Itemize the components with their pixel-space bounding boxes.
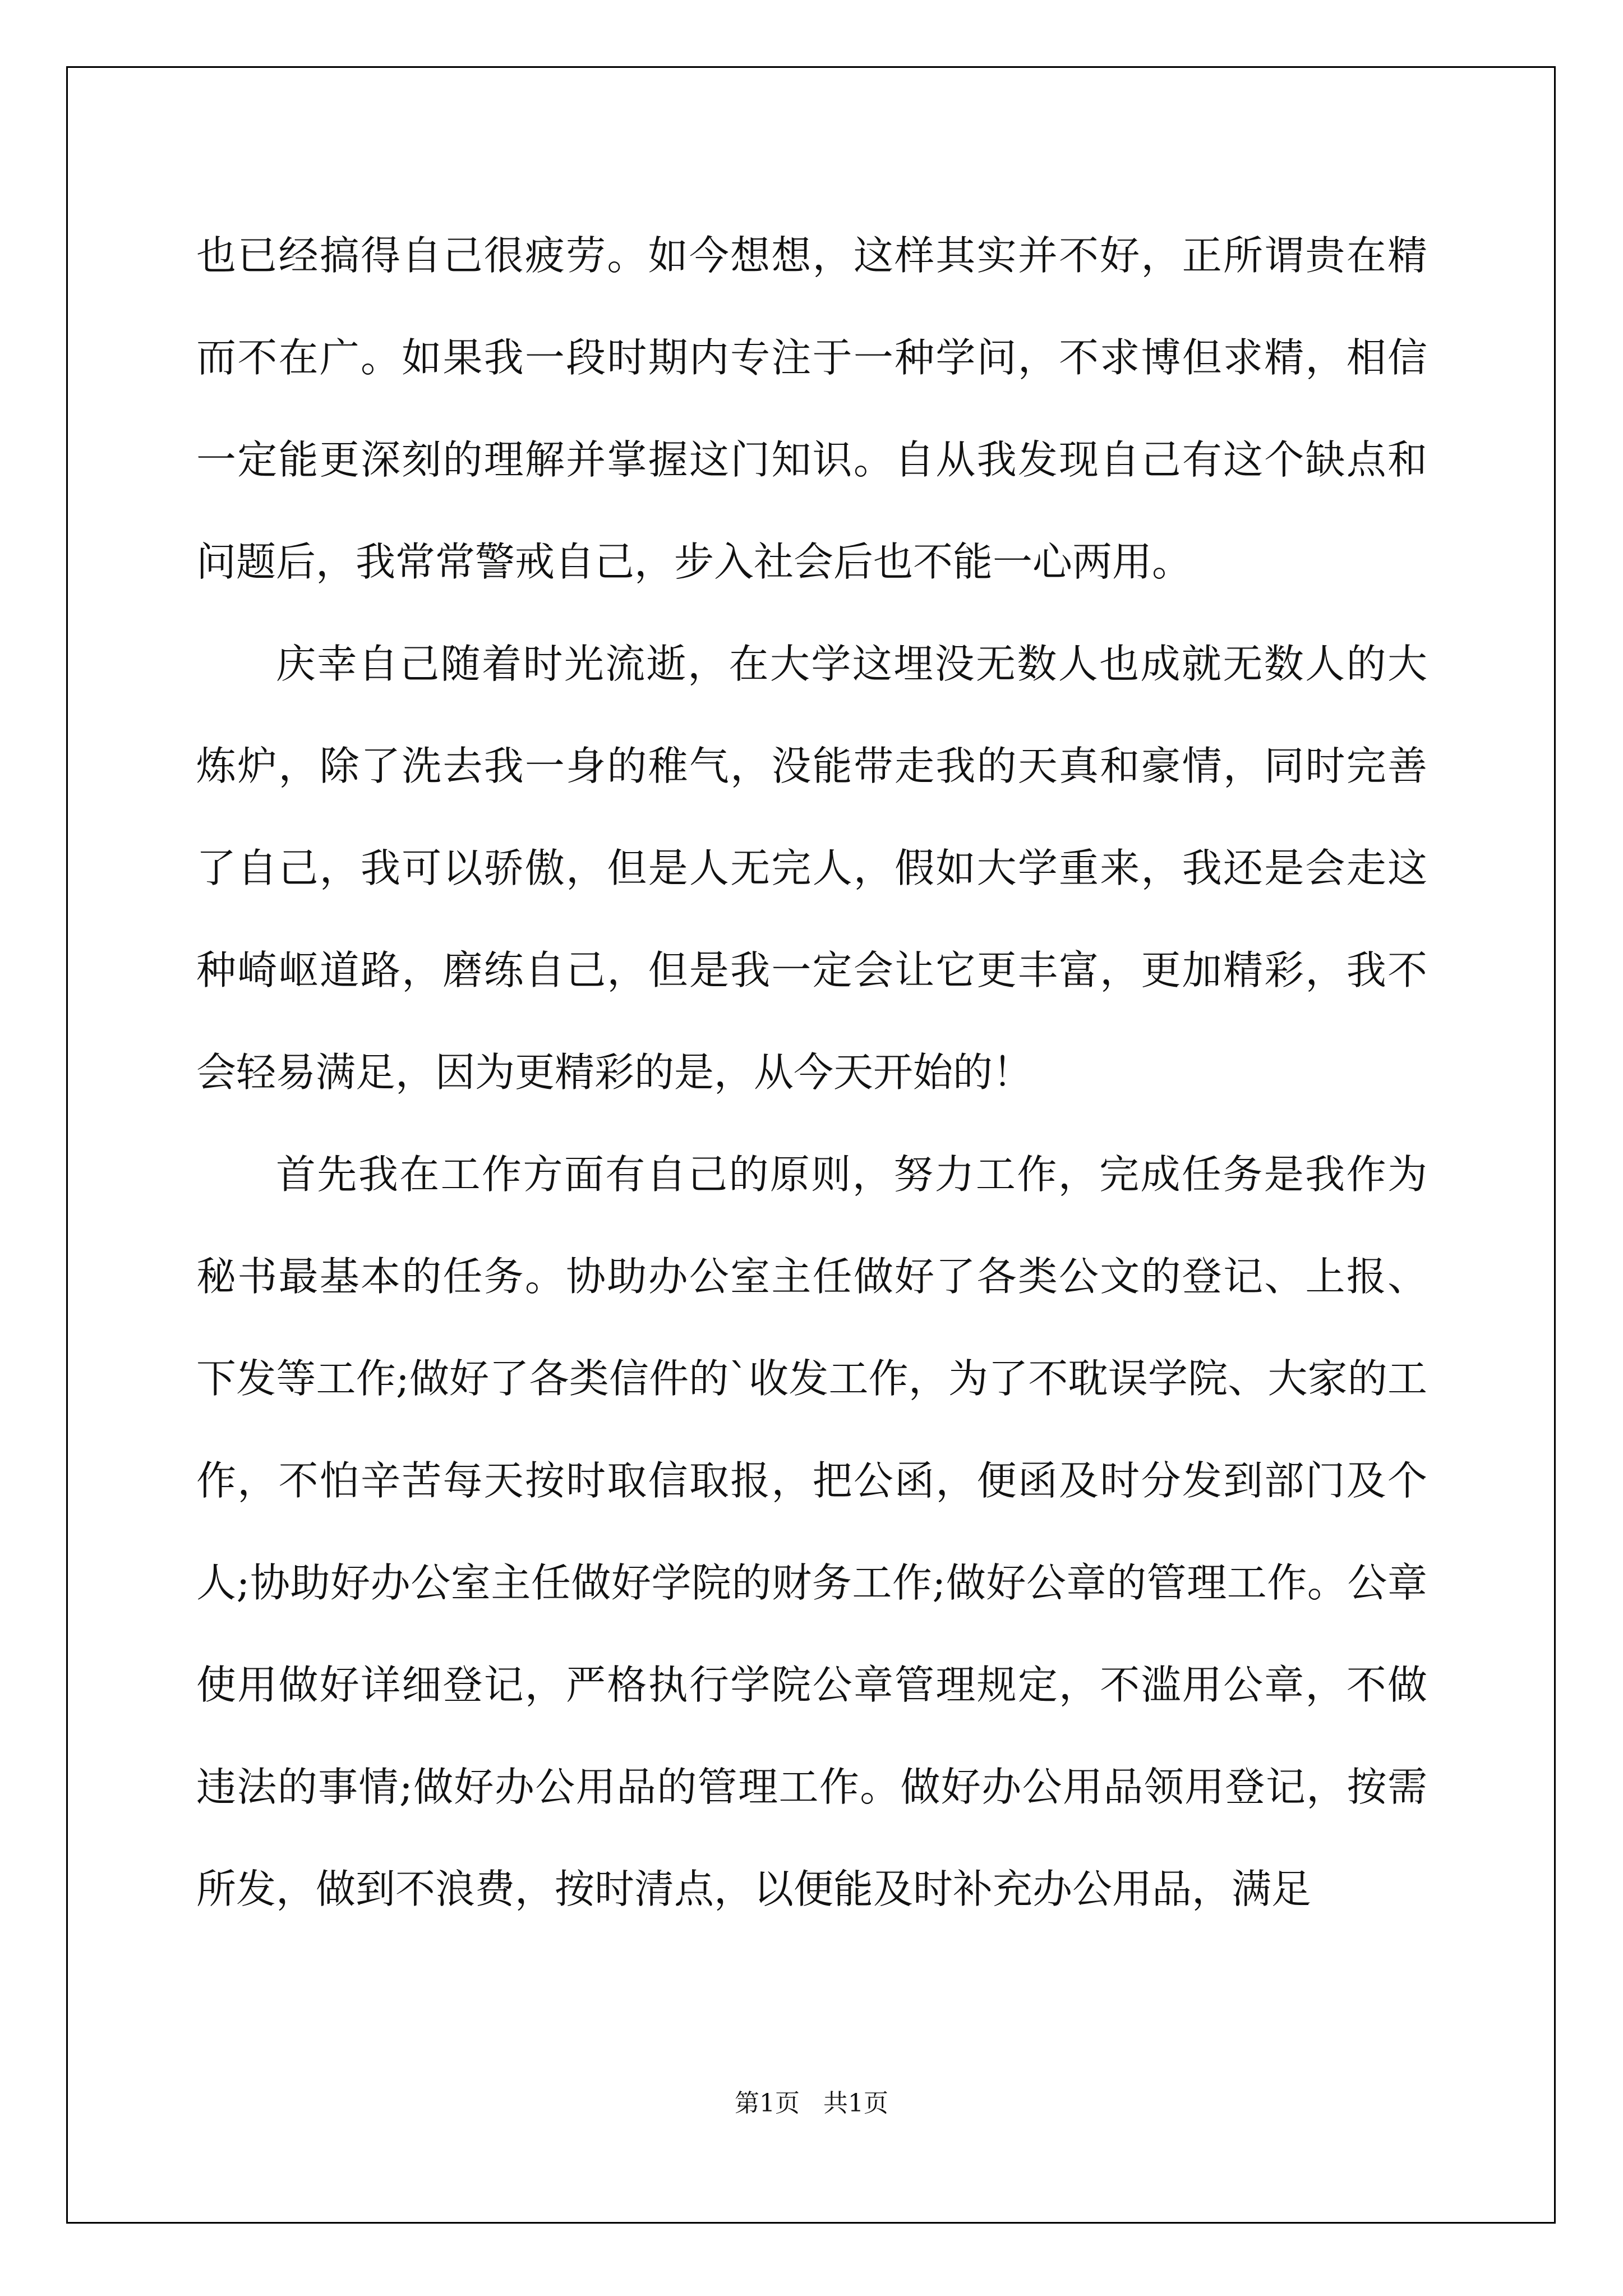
document-body (196, 205, 1427, 1940)
paragraph-3: 首先我在工作方面有自己的原则，努力工作，完成任务是我作为秘书最基本的任务。协助办公室主任做好了各类公文的登记、上报、下发等工作;做好了各类信件的`收发工作，为了不耽误学院、大家的工作，不怕辛苦每天按时取信取报，把公函，便函及时分发到部门及个人;协助好办公室主任做好学院的财务工作;做好公章的管理工作。公章使用做好详细登记，严格执行学院公章管理规定，不滥用公章，不做违法的事情;做好办公用品的管理工作。做好办公用品领用登记，按需所发，做到不浪费，按时清点，以便能及时补充办公用品，满足 (196, 1151, 1427, 1912)
paragraph-1: 也已经搞得自己很疲劳。如今想想，这样其实并不好，正所谓贵在精而不在广。如果我一段时期内专注于一种学问，不求博但求精，相信一定能更深刻的理解并掌握这门知识。自从我发现自己有这个缺点和问题后，我常常警戒自己，步入社会后也不能一心两用。 (196, 232, 1427, 585)
paragraph-2: 庆幸自己随着时光流逝，在大学这埋没无数人也成就无数人的大炼炉，除了洗去我一身的稚气，没能带走我的天真和豪情，同时完善了自己，我可以骄傲，但是人无完人，假如大学重来，我还是会走这种崎岖道路，磨练自己，但是我一定会让它更丰富，更加精彩，我不会轻易满足，因为更精彩的是，从今天开始的！ (196, 641, 1427, 1096)
page-footer: 第1页 共1页 (735, 2089, 888, 2118)
